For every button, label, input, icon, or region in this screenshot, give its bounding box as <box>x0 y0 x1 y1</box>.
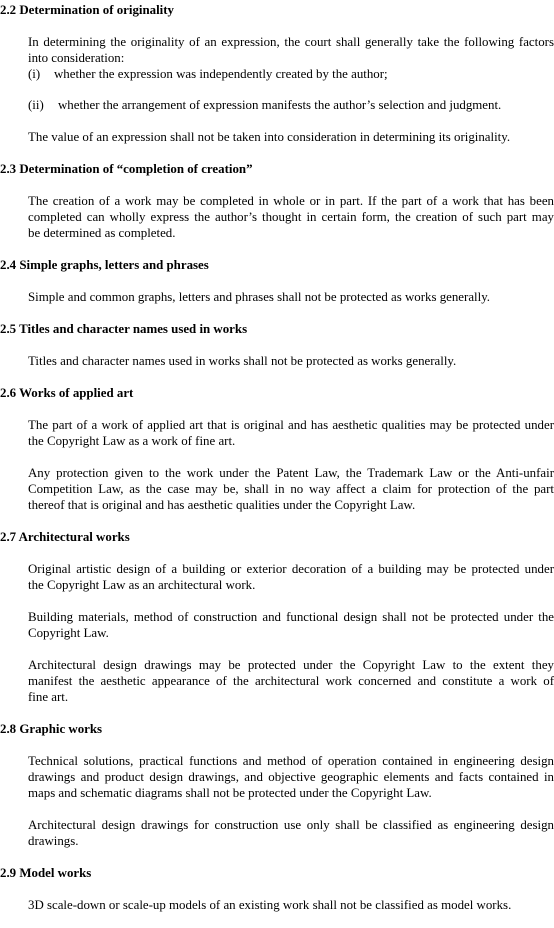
section-heading-2-6: 2.6 Works of applied art <box>0 386 134 400</box>
paragraph-line: fine art. <box>28 690 69 704</box>
paragraph-line: In determining the originality of an expression, the court shall generally take the following factors <box>28 35 554 49</box>
paragraph-line: into consideration: <box>28 51 125 65</box>
paragraph-line: Competition Law, as the case may be, shall in no way affect a claim for protection of the part <box>28 482 554 496</box>
paragraph-line: Technical solutions, practical functions and method of operation contained in engineering design <box>28 754 554 768</box>
paragraph-line: The value of an expression shall not be taken into consideration in determining its originality. <box>28 130 511 144</box>
paragraph-line: be determined as completed. <box>28 226 176 240</box>
section-heading-2-8: 2.8 Graphic works <box>0 722 103 736</box>
paragraph-line: Original artistic design of a building or exterior decoration of a building may be protected under <box>28 562 554 576</box>
paragraph-line: thereof that is original and has aesthetic qualities under the Copyright Law. <box>28 498 416 512</box>
paragraph-line: manifest the aesthetic appearance of the architectural work concerned and constitute a work of <box>28 674 554 688</box>
list-item-number: (ii) <box>28 98 44 112</box>
paragraph-line: Architectural design drawings may be protected under the Copyright Law to the extent they <box>28 658 554 672</box>
paragraph-line: the Copyright Law as an architectural work. <box>28 578 256 592</box>
paragraph-line: Simple and common graphs, letters and phrases shall not be protected as works generally. <box>28 290 491 304</box>
section-heading-2-9: 2.9 Model works <box>0 866 92 880</box>
paragraph-line: completed can wholly express the author’s thought in certain form, the creation of such part may <box>28 210 554 224</box>
paragraph-line: maps and schematic diagrams shall not be protected under the Copyright Law. <box>28 786 432 800</box>
list-item-text: whether the arrangement of expression manifests the author’s selection and judgment. <box>58 98 502 112</box>
paragraph-line: Building materials, method of construction and functional design shall not be protected under the <box>28 610 554 624</box>
section-heading-2-3: 2.3 Determination of “completion of creation” <box>0 162 253 176</box>
section-heading-2-5: 2.5 Titles and character names used in works <box>0 322 248 336</box>
paragraph-line: The part of a work of applied art that is original and has aesthetic qualities may be protected under <box>28 418 554 432</box>
section-heading-2-4: 2.4 Simple graphs, letters and phrases <box>0 258 209 272</box>
paragraph-line: drawings. <box>28 834 79 848</box>
paragraph-line: The creation of a work may be completed in whole or in part. If the part of a work that has been <box>28 194 554 208</box>
paragraph-line: Copyright Law. <box>28 626 109 640</box>
paragraph-line: Architectural design drawings for construction use only shall be classified as engineering design <box>28 818 554 832</box>
list-item-number: (i) <box>28 67 41 81</box>
section-heading-2-2: 2.2 Determination of originality <box>0 3 174 17</box>
paragraph-line: drawings and product design drawings, and objective geographic elements and facts contained in <box>28 770 554 784</box>
paragraph-line: 3D scale-down or scale-up models of an existing work shall not be classified as model works. <box>28 898 512 912</box>
paragraph-line: Any protection given to the work under the Patent Law, the Trademark Law or the Anti-unfair <box>28 466 554 480</box>
paragraph-line: the Copyright Law as a work of fine art. <box>28 434 236 448</box>
section-heading-2-7: 2.7 Architectural works <box>0 530 130 544</box>
paragraph-line: Titles and character names used in works shall not be protected as works generally. <box>28 354 457 368</box>
list-item-text: whether the expression was independently created by the author; <box>54 67 388 81</box>
